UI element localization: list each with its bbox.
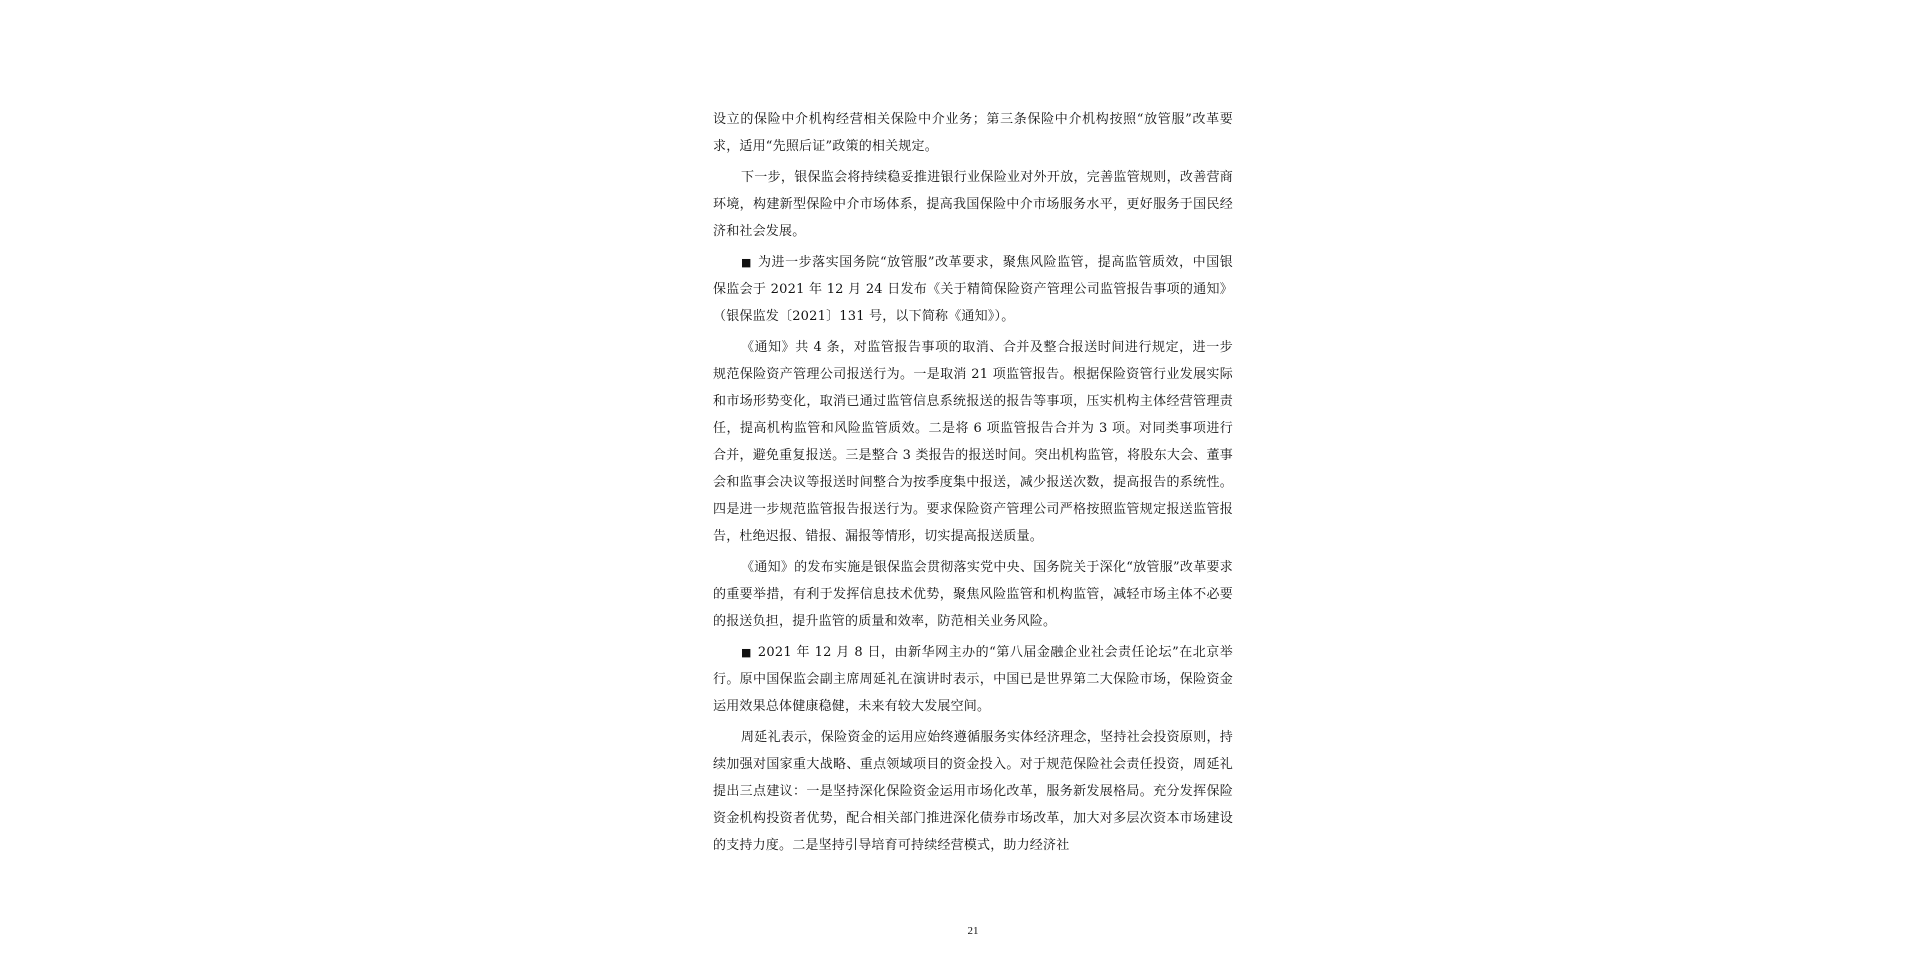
paragraph-7 xyxy=(713,724,1233,859)
document-page xyxy=(713,0,1233,975)
paragraph-6 xyxy=(713,639,1233,720)
document-body xyxy=(713,106,1233,863)
bullet-square-icon: ■ xyxy=(741,646,752,659)
paragraph-text: 下一步，银保监会将持续稳妥推进银行业保险业对外开放，完善监管规则，改善营商环境，构建新型保险中介市场体系，提高我国保险中介市场服务水平，更好服务于国民经济和社会发展。 xyxy=(713,170,1233,239)
paragraph-text: 2021 年 12 月 8 日，由新华网主办的“第八届金融企业社会责任论坛”在北京举行。原中国保监会副主席周延礼在演讲时表示，中国已是世界第二大保险市场，保险资金运用效果总体健康稳健，未来有较大发展空间。 xyxy=(713,645,1233,714)
paragraph-5 xyxy=(713,554,1233,635)
paragraph-text: 设立的保险中介机构经营相关保险中介业务；第三条保险中介机构按照“放管服”改革要求，适用“先照后证”政策的相关规定。 xyxy=(713,112,1233,154)
paragraph-text: 《通知》的发布实施是银保监会贯彻落实党中央、国务院关于深化“放管服”改革要求的重要举措，有利于发挥信息技术优势，聚焦风险监管和机构监管，减轻市场主体不必要的报送负担，提升监管的质量和效率，防范相关业务风险。 xyxy=(713,560,1233,629)
paragraph-text: 《通知》共 4 条，对监管报告事项的取消、合并及整合报送时间进行规定，进一步规范保险资产管理公司报送行为。一是取消 21 项监管报告。根据保险资管行业发展实际和市场形势变化，取消已通过监管信息系统报送的报告等事项，压实机构主体经营管理责任，提高机构监管和风险监管质效。二是将 6 项监管报告合并为 3 项。对同类事项进行合并，避免重复报送。三是整合 3 类报告的报送时间。突出机构监管，将股东大会、董事会和监事会决议等报送时间整合为按季度集中报送，减少报送次数，提高报告的系统性。四是进一步规范监管报告报送行为。要求保险资产管理公司严格按照监管规定报送监管报告，杜绝迟报、错报、漏报等情形，切实提高报送质量。 xyxy=(713,340,1233,544)
paragraph-text: 周延礼表示，保险资金的运用应始终遵循服务实体经济理念，坚持社会投资原则，持续加强对国家重大战略、重点领域项目的资金投入。对于规范保险社会责任投资，周延礼提出三点建议：一是坚持深化保险资金运用市场化改革，服务新发展格局。充分发挥保险资金机构投资者优势，配合相关部门推进深化债券市场改革，加大对多层次资本市场建设的支持力度。二是坚持引导培育可持续经营模式，助力经济社 xyxy=(713,730,1233,853)
bullet-square-icon: ■ xyxy=(741,256,752,269)
paragraph-3 xyxy=(713,249,1233,330)
paragraph-4 xyxy=(713,334,1233,550)
page-number: 21 xyxy=(967,925,979,937)
paragraph-1 xyxy=(713,106,1233,160)
paragraph-text: 为进一步落实国务院“放管服”改革要求，聚焦风险监管，提高监管质效，中国银保监会于 2021 年 12 月 24 日发布《关于精简保险资产管理公司监管报告事项的通知》（银保监发〔2021〕131 号，以下简称《通知》）。 xyxy=(713,255,1233,324)
paragraph-2 xyxy=(713,164,1233,245)
